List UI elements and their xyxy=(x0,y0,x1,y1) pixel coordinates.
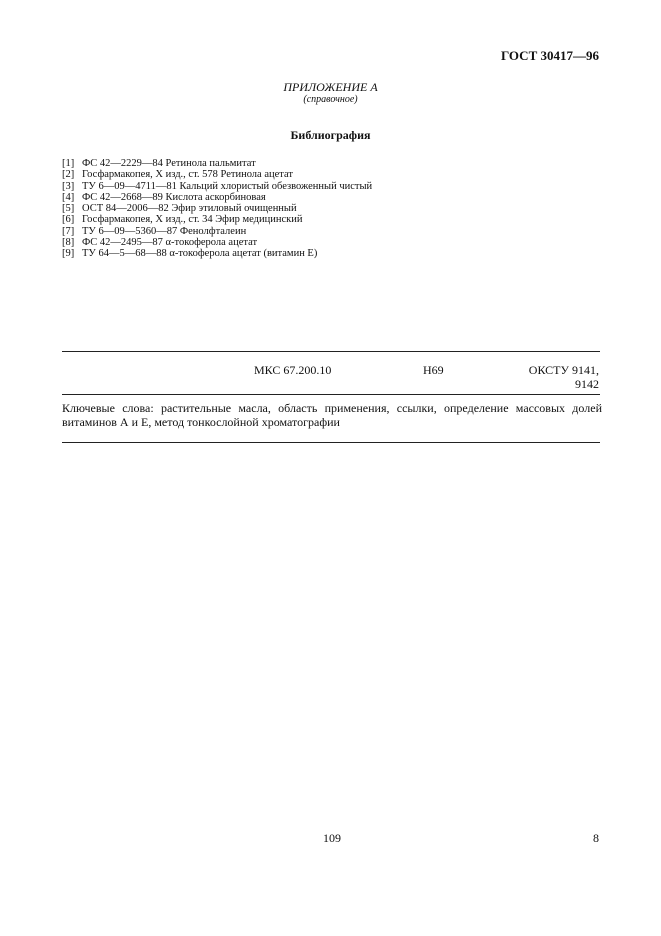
reference-text: ФС 42—2668—89 Кислота аскорбиновая xyxy=(82,191,266,203)
bottom-divider xyxy=(62,442,600,443)
bibliography-item xyxy=(62,169,372,180)
reference-text: Госфармакопея, Х изд., ст. 34 Эфир медицинский xyxy=(82,214,303,226)
appendix-subtitle: (справочное) xyxy=(303,94,358,105)
reference-number: [2] xyxy=(62,169,75,181)
reference-text: Госфармакопея, Х изд., ст. 578 Ретинола ацетат xyxy=(82,169,293,181)
reference-number: [3] xyxy=(62,180,75,192)
bibliography-item xyxy=(62,158,372,169)
bibliography-item xyxy=(62,226,372,237)
reference-number: [5] xyxy=(62,203,75,215)
keywords-paragraph: Ключевые слова: растительные масла, область применения, ссылки, определение массовых долей витаминов А и Е, метод тонкослойной хроматографии xyxy=(62,401,602,429)
reference-text: ТУ 6—09—4711—81 Кальций хлористый обезвоженный чистый xyxy=(82,180,373,192)
bibliography-item xyxy=(62,192,372,203)
okstu-code xyxy=(529,363,599,391)
reference-number: [6] xyxy=(62,214,75,226)
okstu-line: 9142 xyxy=(575,377,599,391)
reference-text: ОСТ 84—2006—82 Эфир этиловый очищенный xyxy=(82,203,297,215)
bibliography-item xyxy=(62,181,372,192)
sheet-number: 8 xyxy=(593,831,599,845)
reference-text: ФС 42—2229—84 Ретинола пальмитат xyxy=(82,158,256,169)
classification-code: Н69 xyxy=(423,363,444,377)
bibliography-title: Библиография xyxy=(290,128,371,142)
bibliography-list xyxy=(62,158,372,260)
okstu-line: ОКСТУ 9141, xyxy=(528,363,599,377)
bibliography-item xyxy=(62,214,372,225)
reference-number: [7] xyxy=(62,225,75,237)
top-divider xyxy=(62,351,600,352)
standard-number: ГОСТ 30417—96 xyxy=(500,48,599,63)
bibliography-item xyxy=(62,237,372,248)
reference-number: [4] xyxy=(62,191,75,203)
bibliography-item xyxy=(62,203,372,214)
reference-number: [1] xyxy=(62,158,75,169)
bibliography-item xyxy=(62,248,372,259)
reference-text: ФС 42—2495—87 α-токоферола ацетат xyxy=(82,237,258,249)
mks-code: МКС 67.200.10 xyxy=(254,363,332,377)
page-number: 109 xyxy=(323,831,341,845)
reference-number: [8] xyxy=(62,237,75,249)
middle-divider xyxy=(62,394,600,395)
appendix-title: ПРИЛОЖЕНИЕ А xyxy=(283,80,378,94)
reference-number: [9] xyxy=(62,248,75,260)
reference-text: ТУ 64—5—68—88 α-токоферола ацетат (витамин Е) xyxy=(82,248,318,260)
reference-text: ТУ 6—09—5360—87 Фенолфталеин xyxy=(82,225,247,237)
